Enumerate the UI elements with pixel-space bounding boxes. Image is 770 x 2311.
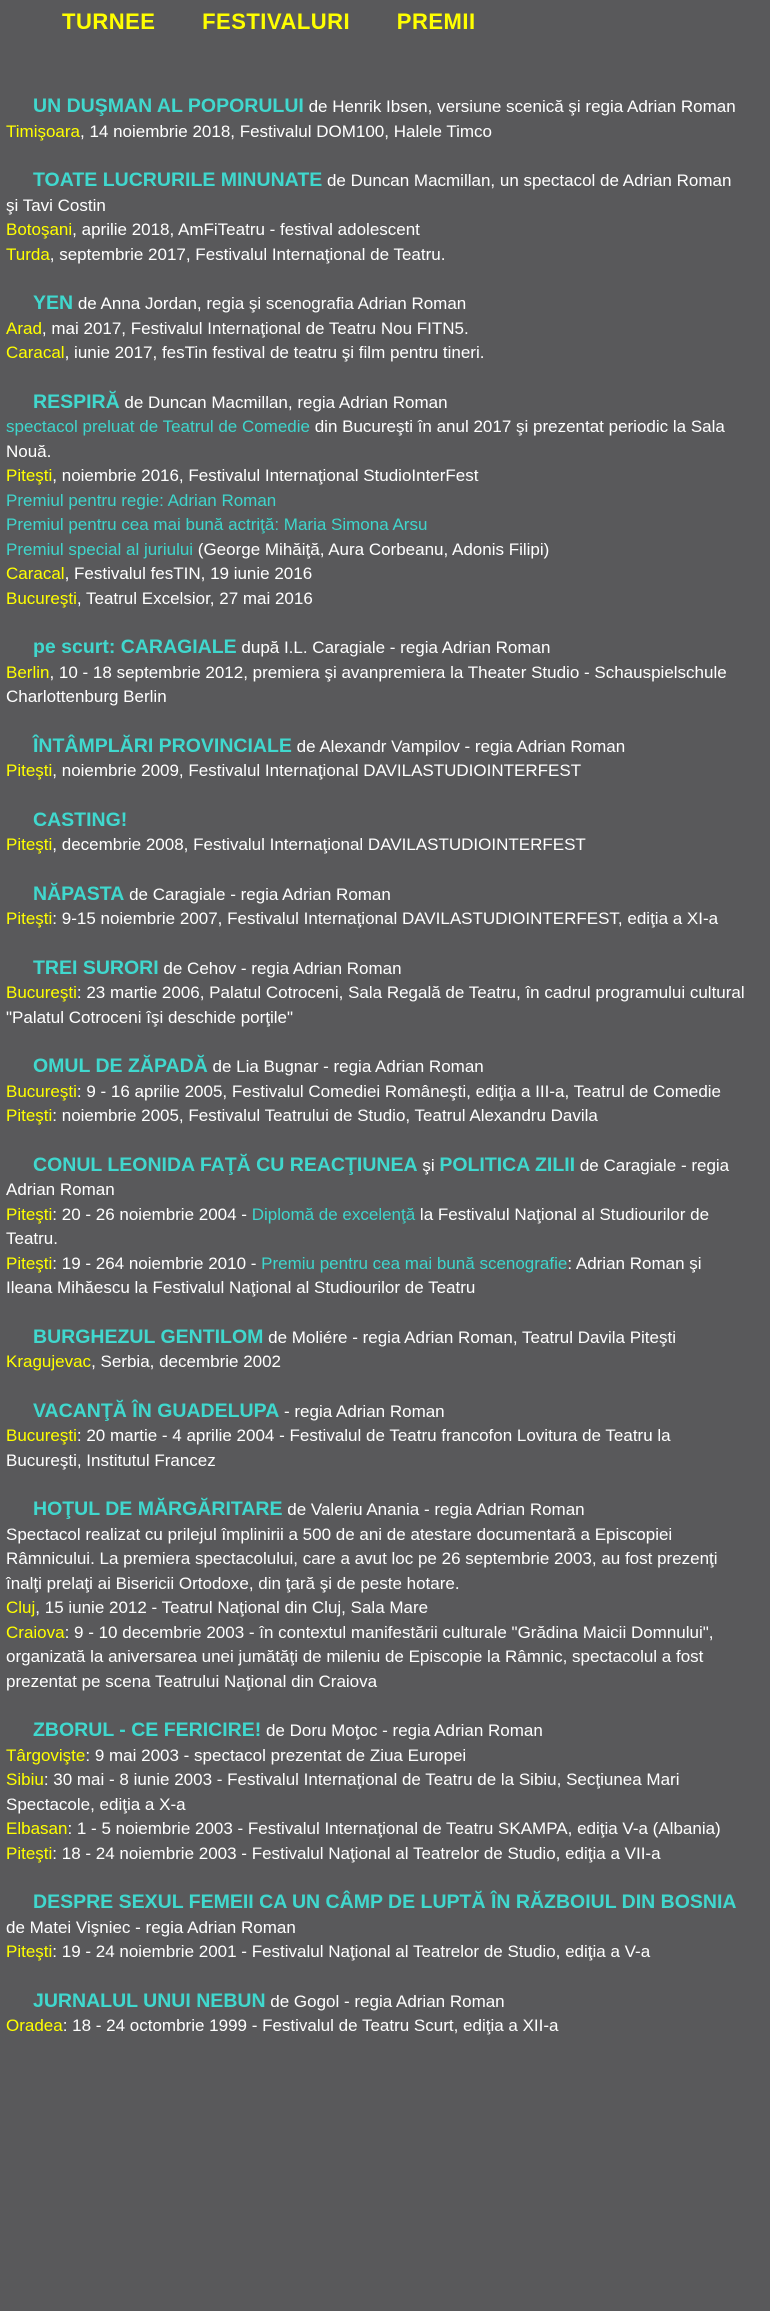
entry-line [6, 1523, 748, 1597]
entry-line [6, 1325, 748, 1351]
entry-line [6, 94, 748, 120]
show-title: UN DUŞMAN AL POPORULUI [33, 95, 304, 117]
city-label: Piteşti [6, 909, 53, 928]
entry-12 [6, 1325, 748, 1375]
entry-text: de Caragiale - regia Adrian Roman [6, 1155, 730, 1199]
city-label: Timişoara [6, 121, 80, 141]
city-label: Botoşani [6, 220, 73, 239]
entry-13 [6, 1399, 748, 1474]
nav-item-turnee[interactable]: TURNEE [62, 9, 156, 34]
entry-line [6, 759, 748, 784]
entry-text: , decembrie 2008, Festivalul Internaţional DAVILASTUDIOINTERFEST [52, 835, 586, 854]
entry-9 [6, 956, 748, 1031]
entry-line [6, 1718, 748, 1744]
entry-text: la Festivalul Naţional al Studiourilor de Teatru. [6, 1204, 710, 1248]
city-label: Berlin [6, 662, 50, 682]
entry-line [6, 1054, 748, 1080]
entry-text: , mai 2017, Festivalul Internaţional de Teatru Nou FITN5. [41, 318, 469, 338]
entries [6, 94, 748, 2039]
entry-text: de Duncan Macmillan, regia Adrian Roman [119, 392, 448, 412]
entry-line [6, 1424, 748, 1473]
show-title: JURNALUL UNUI NEBUN [33, 1989, 266, 2012]
entry-line [6, 907, 748, 932]
show-title: ÎNTÂMPLĂRI PROVINCIALE [33, 734, 292, 757]
city-label: Piteşti [6, 1253, 53, 1273]
show-title: OMUL DE ZĂPADĂ [33, 1055, 208, 1077]
entry-text: : 9 - 10 decembrie 2003 - în contextul manifestării culturale "Grădina Maicii Domnului", organizată la aniversarea unei jumătăţi de mileniu de Episcopie la Râmnic, spectacolul a fost prezentat pe scena Teatrului Naţional din Craiova [6, 1622, 714, 1691]
entry-line [6, 1989, 748, 2015]
entry-text: : 9-15 noiembrie 2007, Festivalul Internaţional DAVILASTUDIOINTERFEST, ediţia a XI-a [52, 909, 719, 928]
entry-text: , Teatrul Excelsior, 27 mai 2016 [76, 588, 313, 608]
show-title: CONUL LEONIDA FAŢĂ CU REACŢIUNEA [33, 1153, 418, 1176]
entry-line [6, 562, 748, 587]
entry-text: , septembrie 2017, Festivalul Internaţional de Teatru. [49, 244, 446, 264]
entry-line [6, 291, 748, 317]
entry-text: : 18 - 24 octombrie 1999 - Festivalul de Teatru Scurt, ediţia a XII-a [62, 2016, 559, 2035]
award-label: Premiu pentru cea mai bună scenografie [261, 1253, 568, 1273]
nav-item-festivaluri[interactable]: FESTIVALURI [202, 9, 351, 34]
city-label: Kragujevac [6, 1352, 92, 1371]
entry-line [6, 1744, 748, 1769]
entry-text: de Alexandr Vampilov - regia Adrian Roman [291, 736, 626, 756]
entry-1 [6, 94, 748, 144]
entry-text: , noiembrie 2009, Festivalul Internaţional DAVILASTUDIOINTERFEST [52, 761, 582, 780]
show-title: VACANŢĂ ÎN GUADELUPA [33, 1399, 280, 1422]
entry-text: de Moliére - regia Adrian Roman, Teatrul Davila Piteşti [263, 1327, 676, 1347]
entry-text: : 23 martie 2006, Palatul Cotroceni, Sala Regală de Teatru, în cadrul programului cultural "Palatul Cotroceni îşi deschide porţile" [6, 983, 745, 1027]
entry-11 [6, 1153, 748, 1301]
entry-line [6, 218, 748, 243]
show-title: DESPRE SEXUL FEMEII CA UN CÂMP DE LUPTĂ ÎN RĂZBOIUL DIN BOSNIA [33, 1891, 737, 1913]
entry-text: de Cehov - regia Adrian Roman [158, 958, 402, 978]
award-label: Premiul special al juriului [6, 539, 194, 559]
entry-text: : 9 mai 2003 - spectacol prezentat de Ziua Europei [85, 1745, 467, 1765]
entry-text: de Doru Moţoc - regia Adrian Roman [261, 1721, 543, 1740]
entry-text: , Serbia, decembrie 2002 [91, 1352, 282, 1371]
city-label: Bucureşti [6, 1426, 77, 1445]
city-label: Piteşti [6, 466, 53, 485]
city-label: Elbasan [6, 1819, 68, 1838]
award-label: spectacol preluat de Teatrul de Comedie [6, 417, 310, 436]
award-label: Premiul pentru cea mai bună actriţă: Maria Simona Arsu [6, 515, 428, 534]
show-title: CASTING! [33, 808, 128, 831]
entry-line [6, 489, 748, 514]
city-label: Craiova [6, 1622, 65, 1642]
city-label: Piteşti [6, 1204, 53, 1224]
entry-line [6, 1768, 748, 1817]
show-title: pe scurt: CARAGIALE [33, 636, 237, 658]
entry-16 [6, 1890, 748, 1965]
entry-line [6, 243, 748, 268]
entry-text: de Gogol - regia Adrian Roman [265, 1991, 505, 2011]
city-label: Arad [6, 318, 42, 338]
entry-text: de Anna Jordan, regia şi scenografia Adrian Roman [73, 294, 467, 313]
city-label: Piteşti [6, 835, 53, 854]
entry-line [6, 513, 748, 538]
show-title: NĂPASTA [33, 882, 125, 905]
top-nav [6, 8, 748, 36]
entry-text: , Festivalul fesTIN, 19 iunie 2016 [64, 564, 313, 583]
entry-line [6, 415, 748, 464]
city-label: Piteşti [6, 1942, 53, 1961]
city-label: Sibiu [6, 1770, 44, 1789]
entry-17 [6, 1989, 748, 2039]
entry-line [6, 1350, 748, 1375]
city-label: Caracal [6, 564, 65, 583]
entry-8 [6, 882, 748, 932]
entry-line [6, 1203, 748, 1252]
entry-10 [6, 1054, 748, 1129]
entry-text: de Caragiale - regia Adrian Roman [124, 884, 391, 904]
award-label: Diplomă de excelenţă [251, 1204, 416, 1224]
entry-text: , 14 noiembrie 2018, Festivalul DOM100, Halele Timco [80, 121, 492, 141]
entry-line [6, 1817, 748, 1842]
show-title: YEN [33, 292, 74, 314]
show-title: POLITICA ZILII [439, 1153, 576, 1176]
entry-14 [6, 1497, 748, 1694]
entry-text: de Matei Vişniec - regia Adrian Roman [6, 1917, 296, 1937]
entry-2 [6, 168, 748, 267]
city-label: Piteşti [6, 1843, 53, 1863]
entry-text: : 19 - 24 noiembrie 2001 - Festivalul Naţional al Teatrelor de Studio, ediţia a V-a [52, 1942, 651, 1961]
entry-line [6, 1890, 748, 1940]
entry-line [6, 1104, 748, 1129]
entry-text: : 20 - 26 noiembrie 2004 - [52, 1204, 252, 1224]
award-label: Premiul pentru regie: Adrian Roman [6, 490, 277, 510]
show-title: ZBORUL - CE FERICIRE! [33, 1719, 262, 1741]
entry-text: - regia Adrian Roman [279, 1401, 445, 1421]
entry-text: : Adrian Roman şi Ileana Mihăescu la Festivalul Naţional al Studiourilor de Teatru [6, 1253, 702, 1297]
entry-line [6, 882, 748, 908]
entry-line [6, 1621, 748, 1695]
city-label: Caracal [6, 343, 65, 362]
entry-line [6, 1940, 748, 1965]
city-label: Bucureşti [6, 588, 77, 608]
entry-text: : 20 martie - 4 aprilie 2004 - Festivalul de Teatru francofon Lovitura de Teatru la Bucureşti, Institutul Francez [6, 1426, 671, 1470]
entry-line [6, 734, 748, 760]
show-title: HOŢUL DE MĂRGĂRITARE [33, 1498, 283, 1520]
entry-line [6, 538, 748, 563]
show-title: BURGHEZUL GENTILOM [33, 1325, 264, 1348]
entry-line [6, 981, 748, 1030]
entry-text: , noiembrie 2016, Festivalul Internaţional StudioInterFest [52, 466, 479, 485]
entry-text: , 15 iunie 2012 - Teatrul Naţional din Cluj, Sala Mare [35, 1598, 429, 1617]
entry-6 [6, 734, 748, 784]
city-label: Piteşti [6, 1106, 53, 1125]
entry-line [6, 1399, 748, 1425]
city-label: Cluj [6, 1598, 36, 1617]
city-label: Oradea [6, 2016, 63, 2035]
entry-text: din Bucureşti în anul 2017 şi prezentat periodic la Sala Nouă. [6, 417, 725, 461]
city-label: Turda [6, 244, 50, 264]
entry-text: , iunie 2017, fesTin festival de teatru şi film pentru tineri. [64, 343, 485, 362]
entry-line [6, 661, 748, 710]
city-label: Târgovişte [6, 1745, 86, 1765]
entry-7 [6, 808, 748, 858]
entry-15 [6, 1718, 748, 1866]
entry-line [6, 2014, 748, 2039]
city-label: Piteşti [6, 761, 53, 780]
entry-line [6, 833, 748, 858]
entry-line [6, 1153, 748, 1203]
show-title: TOATE LUCRURILE MINUNATE [33, 169, 323, 191]
entry-text: : 30 mai - 8 iunie 2003 - Festivalul Internaţional de Teatru de la Sibiu, Secţiunea Mari Spectacole, ediţia a X-a [6, 1770, 680, 1814]
city-label: Bucureşti [6, 983, 77, 1002]
entry-text: de Lia Bugnar - regia Adrian Roman [207, 1057, 484, 1076]
entry-line [6, 120, 748, 145]
entry-text: (George Mihăiţă, Aura Corbeanu, Adonis Filipi) [193, 539, 550, 559]
entry-line [6, 341, 748, 366]
entry-3 [6, 291, 748, 366]
entry-line [6, 390, 748, 416]
entry-text: şi [417, 1155, 440, 1175]
entry-text: Spectacol realizat cu prilejul împlinirii a 500 de ani de atestare documentară a Episcopiei Râmnicului. La premiera spectacolului, care a avut loc pe 26 septembrie 2003, au fost prezenţi înalţi prelaţi ai Bisericii Ortodoxe, din ţară şi de peste hotare. [6, 1524, 718, 1593]
entry-text: de Henrik Ibsen, versiune scenică şi regia Adrian Roman [303, 97, 736, 116]
entry-text: : 19 - 264 noiembrie 2010 - [52, 1253, 262, 1273]
city-label: Bucureşti [6, 1081, 77, 1101]
entry-line [6, 808, 748, 834]
entry-line [6, 1252, 748, 1301]
entry-line [6, 587, 748, 612]
entry-text: de Valeriu Anania - regia Adrian Roman [282, 1500, 585, 1519]
entry-text: : 1 - 5 noiembrie 2003 - Festivalul Internaţional de Teatru SKAMPA, ediţia V-a (Albania) [67, 1819, 721, 1838]
entry-text: : 18 - 24 noiembrie 2003 - Festivalul Naţional al Teatrelor de Studio, ediţia a VII-a [52, 1843, 661, 1863]
entry-text: de Duncan Macmillan, un spectacol de Adrian Roman şi Tavi Costin [6, 171, 732, 215]
entry-5 [6, 635, 748, 710]
entry-text: , 10 - 18 septembrie 2012, premiera şi avanpremiera la Theater Studio - Schauspielschule Charlottenburg Berlin [6, 662, 727, 706]
entry-text: : noiembrie 2005, Festivalul Teatrului de Studio, Teatrul Alexandru Davila [52, 1106, 598, 1125]
entry-line [6, 1080, 748, 1105]
show-title: TREI SURORI [33, 956, 159, 979]
entry-4 [6, 390, 748, 612]
entry-text: : 9 - 16 aprilie 2005, Festivalul Comediei Româneşti, ediţia a III-a, Teatrul de Comedie [76, 1081, 721, 1101]
entry-line [6, 635, 748, 661]
entry-line [6, 956, 748, 982]
show-title: RESPIRĂ [33, 390, 120, 413]
entry-line [6, 464, 748, 489]
entry-line [6, 317, 748, 342]
entry-text: , aprilie 2018, AmFiTeatru - festival adolescent [72, 220, 420, 239]
entry-text: după I.L. Caragiale - regia Adrian Roman [236, 638, 551, 657]
entry-line [6, 1842, 748, 1867]
entry-line [6, 1497, 748, 1523]
entry-line [6, 168, 748, 218]
entry-line [6, 1596, 748, 1621]
nav-item-premii[interactable]: PREMII [396, 9, 476, 34]
